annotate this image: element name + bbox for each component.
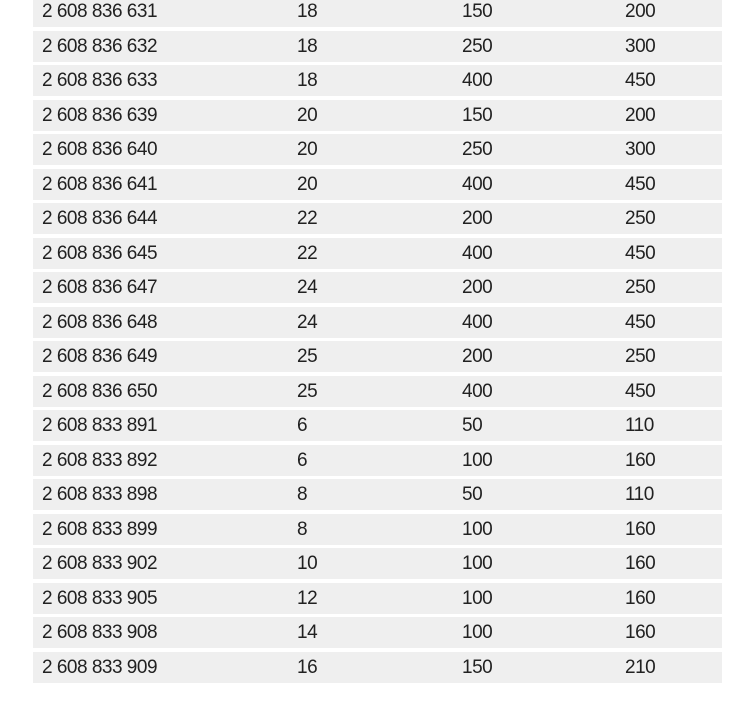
value-cell: 450 [625, 242, 656, 264]
value-cell: 300 [625, 35, 656, 57]
value-cell: 400 [462, 380, 493, 402]
value-cell: 18 [297, 1, 318, 22]
parts-table [33, 0, 722, 683]
table-row [33, 0, 722, 27]
value-cell: 300 [625, 139, 656, 160]
value-cell: 200 [462, 208, 493, 229]
value-cell: 110 [625, 415, 654, 436]
value-cell: 18 [297, 70, 318, 91]
value-cell: 150 [462, 656, 493, 678]
value-cell: 450 [625, 380, 656, 402]
part-number-cell: 2 608 836 649 [42, 346, 158, 367]
part-number-cell: 2 608 836 644 [42, 208, 158, 229]
value-cell: 400 [462, 173, 493, 195]
table-row [33, 479, 722, 510]
table-row [33, 376, 722, 407]
value-cell: 160 [625, 622, 656, 643]
table-row [33, 100, 722, 131]
part-number-cell: 2 608 833 909 [42, 656, 158, 678]
value-cell: 150 [462, 104, 493, 126]
part-number-cell: 2 608 833 902 [42, 553, 158, 574]
value-cell: 250 [625, 277, 656, 298]
value-cell: 16 [297, 656, 318, 678]
part-number-cell: 2 608 836 641 [42, 173, 158, 195]
table-row [33, 617, 722, 648]
value-cell: 200 [625, 104, 656, 126]
value-cell: 150 [462, 1, 493, 22]
part-number-cell: 2 608 833 908 [42, 622, 158, 643]
value-cell: 20 [297, 104, 318, 126]
value-cell: 12 [297, 587, 318, 609]
value-cell: 100 [462, 449, 493, 471]
part-number-cell: 2 608 833 905 [42, 587, 158, 609]
value-cell: 20 [297, 173, 318, 195]
value-cell: 50 [462, 415, 483, 436]
table-row [33, 583, 722, 614]
value-cell: 250 [462, 35, 493, 57]
part-number-cell: 2 608 836 631 [42, 1, 158, 22]
value-cell: 10 [297, 553, 318, 574]
value-cell: 22 [297, 242, 318, 264]
value-cell: 200 [462, 346, 493, 367]
part-number-cell: 2 608 836 648 [42, 311, 158, 333]
value-cell: 400 [462, 311, 493, 333]
value-cell: 160 [625, 449, 656, 471]
value-cell: 450 [625, 70, 656, 91]
table-row [33, 134, 722, 165]
value-cell: 400 [462, 242, 493, 264]
part-number-cell: 2 608 836 633 [42, 70, 158, 91]
part-number-cell: 2 608 836 647 [42, 277, 158, 298]
table-row [33, 203, 722, 234]
part-number-cell: 2 608 836 640 [42, 139, 158, 160]
table-row [33, 445, 722, 476]
value-cell: 24 [297, 277, 318, 298]
value-cell: 24 [297, 311, 318, 333]
value-cell: 250 [462, 139, 493, 160]
value-cell: 400 [462, 70, 493, 91]
value-cell: 160 [625, 553, 656, 574]
value-cell: 25 [297, 380, 318, 402]
value-cell: 6 [297, 415, 308, 436]
value-cell: 100 [462, 553, 493, 574]
value-cell: 450 [625, 173, 656, 195]
table-row [33, 514, 722, 545]
value-cell: 50 [462, 484, 483, 505]
value-cell: 210 [625, 656, 656, 678]
table-row [33, 548, 722, 579]
table-row [33, 31, 722, 62]
value-cell: 20 [297, 139, 318, 160]
value-cell: 110 [625, 484, 654, 505]
value-cell: 160 [625, 518, 656, 540]
value-cell: 8 [297, 484, 308, 505]
table-row [33, 238, 722, 269]
table-row [33, 307, 722, 338]
part-number-cell: 2 608 833 899 [42, 518, 158, 540]
value-cell: 200 [462, 277, 493, 298]
value-cell: 250 [625, 208, 656, 229]
value-cell: 450 [625, 311, 656, 333]
value-cell: 100 [462, 518, 493, 540]
part-number-cell: 2 608 836 632 [42, 35, 158, 57]
part-number-cell: 2 608 833 892 [42, 449, 158, 471]
part-number-cell: 2 608 836 645 [42, 242, 158, 264]
value-cell: 200 [625, 1, 656, 22]
value-cell: 250 [625, 346, 656, 367]
table-row [33, 341, 722, 372]
value-cell: 22 [297, 208, 318, 229]
table-row [33, 652, 722, 683]
table-row [33, 169, 722, 200]
part-number-cell: 2 608 836 650 [42, 380, 158, 402]
part-number-cell: 2 608 833 891 [42, 415, 158, 436]
value-cell: 14 [297, 622, 318, 643]
table-row [33, 410, 722, 441]
value-cell: 25 [297, 346, 318, 367]
part-number-cell: 2 608 833 898 [42, 484, 158, 505]
value-cell: 6 [297, 449, 308, 471]
value-cell: 100 [462, 622, 493, 643]
table-row [33, 272, 722, 303]
table-row [33, 65, 722, 96]
value-cell: 8 [297, 518, 308, 540]
value-cell: 18 [297, 35, 318, 57]
value-cell: 100 [462, 587, 493, 609]
value-cell: 160 [625, 587, 656, 609]
part-number-cell: 2 608 836 639 [42, 104, 158, 126]
